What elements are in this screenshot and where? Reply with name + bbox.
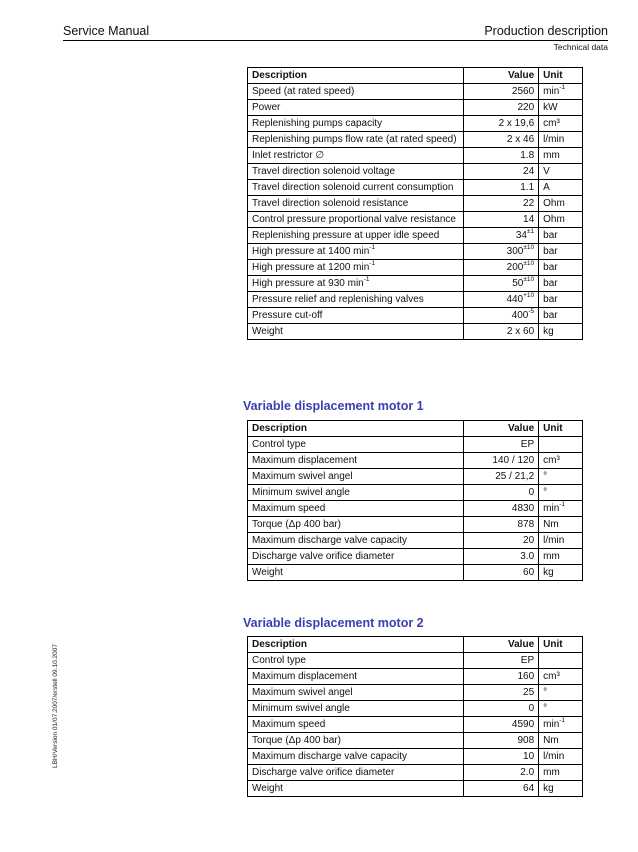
- unit-cell-text: Nm: [543, 735, 559, 746]
- description-cell: [248, 453, 464, 469]
- unit-cell-text: kg: [543, 326, 554, 337]
- value-cell: [463, 733, 538, 749]
- unit-cell-text: kg: [543, 567, 554, 578]
- unit-cell: [539, 549, 583, 565]
- description-cell-text: High pressure at 930 min: [252, 278, 364, 289]
- value-cell: [463, 228, 539, 244]
- table-row: [248, 308, 583, 324]
- description-cell-text: Speed (at rated speed): [252, 86, 355, 97]
- unit-cell-text: min: [543, 86, 560, 97]
- value-cell-text: 34: [515, 230, 527, 241]
- description-cell-text: Maximum displacement: [252, 455, 358, 466]
- value-cell: [463, 164, 539, 180]
- value-cell: [463, 765, 538, 781]
- unit-cell: [539, 84, 583, 100]
- description-cell-text: Inlet restrictor ∅: [252, 150, 325, 161]
- sidebar-version-text: LBH/Version 01/07.2007/erstell 09.10.2007: [52, 644, 59, 768]
- description-cell: [248, 565, 464, 581]
- value-cell-text: 14: [523, 214, 535, 225]
- value-cell: [463, 308, 539, 324]
- description-cell: [248, 308, 464, 324]
- column-header-description: Description: [248, 421, 464, 437]
- column-header-value: Value: [463, 421, 538, 437]
- table-header-row: [248, 421, 583, 437]
- value-cell-text: EP: [520, 655, 535, 666]
- column-header-description: Description: [248, 637, 464, 653]
- table-row: [248, 116, 583, 132]
- value-cell-text: 400: [511, 310, 529, 321]
- value-cell-text: 3.0: [520, 551, 535, 562]
- table-row: [248, 485, 583, 501]
- unit-cell: [539, 276, 583, 292]
- unit-cell: [539, 765, 583, 781]
- value-cell: [463, 453, 538, 469]
- description-cell: [248, 276, 464, 292]
- value-cell-text: 2 x 60: [506, 326, 535, 337]
- unit-cell-text: °: [543, 471, 548, 482]
- unit-cell: [539, 196, 583, 212]
- value-cell-text: 440: [506, 294, 524, 305]
- description-cell-text: Maximum speed: [252, 503, 326, 514]
- unit-cell: [539, 701, 583, 717]
- value-cell-text: 64: [523, 783, 535, 794]
- description-cell-text: Maximum displacement: [252, 671, 358, 682]
- description-cell-text: Power: [252, 102, 281, 113]
- description-cell: [248, 164, 464, 180]
- unit-cell-text: °: [543, 687, 548, 698]
- unit-cell-text: l/min: [543, 535, 565, 546]
- description-cell: [248, 228, 464, 244]
- table-row: [248, 292, 583, 308]
- pump-data-table: [247, 67, 583, 340]
- unit-cell-text: kW: [543, 102, 558, 113]
- description-cell: [248, 701, 464, 717]
- description-cell-text: Replenishing pumps flow rate (at rated speed): [252, 134, 457, 145]
- value-cell: [463, 437, 538, 453]
- description-cell-text: High pressure at 1200 min: [252, 262, 370, 273]
- table-row: [248, 164, 583, 180]
- column-header-unit: Unit: [539, 637, 583, 653]
- description-cell: [248, 685, 464, 701]
- value-cell: [463, 781, 538, 797]
- table-row: [248, 324, 583, 340]
- description-cell: [248, 148, 464, 164]
- description-cell-text: High pressure at 1400 min: [252, 246, 370, 257]
- unit-cell-text: bar: [543, 246, 558, 257]
- value-cell-text: 2 x 19,6: [498, 118, 535, 129]
- unit-cell-text: °: [543, 487, 548, 498]
- description-cell-text: Weight: [252, 326, 283, 337]
- motor1-section-title: Variable displacement motor 1: [243, 399, 424, 413]
- unit-cell-text: cm³: [543, 455, 560, 466]
- description-cell-text: Minimum swivel angle: [252, 487, 350, 498]
- unit-cell: [539, 148, 583, 164]
- table-row: [248, 533, 583, 549]
- unit-cell-text: bar: [543, 230, 558, 241]
- value-cell: [463, 212, 539, 228]
- description-cell-text: Weight: [252, 783, 283, 794]
- value-cell: [463, 100, 539, 116]
- table-row: [248, 132, 583, 148]
- description-cell: [248, 469, 464, 485]
- value-cell: [463, 685, 538, 701]
- unit-cell-text: mm: [543, 767, 560, 778]
- unit-cell: [539, 485, 583, 501]
- value-cell-text: 160: [517, 671, 535, 682]
- value-cell-text: 24: [523, 166, 535, 177]
- table-row: [248, 212, 583, 228]
- unit-cell: [539, 100, 583, 116]
- description-cell-superscript: -1: [369, 244, 376, 251]
- unit-cell-text: mm: [543, 551, 560, 562]
- description-cell: [248, 749, 464, 765]
- unit-cell: [539, 749, 583, 765]
- table-row: [248, 669, 583, 685]
- description-cell: [248, 84, 464, 100]
- description-cell-text: Torque (Δp 400 bar): [252, 735, 341, 746]
- description-cell-text: Replenishing pressure at upper idle speed: [252, 230, 440, 241]
- description-cell: [248, 324, 464, 340]
- unit-cell-text: V: [543, 166, 550, 177]
- table-row: [248, 244, 583, 260]
- description-cell-text: Torque (Δp 400 bar): [252, 519, 341, 530]
- value-cell: [463, 132, 539, 148]
- value-cell: [463, 653, 538, 669]
- unit-cell: [539, 501, 583, 517]
- table-row: [248, 701, 583, 717]
- value-cell-text: 908: [517, 735, 535, 746]
- value-cell-text: 50: [512, 278, 524, 289]
- description-cell: [248, 116, 464, 132]
- value-cell: [463, 324, 539, 340]
- unit-cell: [539, 116, 583, 132]
- description-cell-text: Maximum discharge valve capacity: [252, 535, 408, 546]
- unit-cell: [539, 733, 583, 749]
- value-cell-text: 140 / 120: [492, 455, 535, 466]
- header-right-title: Production description: [484, 24, 608, 38]
- unit-cell-text: kg: [543, 783, 554, 794]
- value-cell-text: 2.0: [520, 767, 535, 778]
- table-row: [248, 196, 583, 212]
- unit-cell-text: cm³: [543, 118, 560, 129]
- value-cell-text: 4590: [511, 719, 535, 730]
- unit-cell-text: l/min: [543, 134, 565, 145]
- unit-cell-text: bar: [543, 310, 558, 321]
- value-cell: [463, 292, 539, 308]
- unit-cell: [539, 453, 583, 469]
- table-row: [248, 501, 583, 517]
- value-cell: [463, 549, 538, 565]
- description-cell-text: Discharge valve orifice diameter: [252, 767, 395, 778]
- description-cell: [248, 132, 464, 148]
- unit-cell: [539, 308, 583, 324]
- table-row: [248, 180, 583, 196]
- motor2-section-title: Variable displacement motor 2: [243, 616, 424, 630]
- value-cell-text: 300: [506, 246, 524, 257]
- description-cell: [248, 533, 464, 549]
- unit-cell-text: bar: [543, 294, 558, 305]
- value-cell: [463, 84, 539, 100]
- value-cell-text: 4830: [511, 503, 535, 514]
- value-cell-text: 1.1: [520, 182, 535, 193]
- unit-cell-superscript: -1: [559, 717, 566, 724]
- header-divider: [63, 40, 608, 41]
- value-cell: [463, 565, 538, 581]
- unit-cell: [539, 781, 583, 797]
- table-row: [248, 228, 583, 244]
- unit-cell: [539, 533, 583, 549]
- description-cell-text: Control type: [252, 655, 306, 666]
- value-cell-superscript: ±1: [526, 228, 535, 235]
- value-cell: [463, 148, 539, 164]
- table-row: [248, 276, 583, 292]
- description-cell-text: Travel direction solenoid current consumption: [252, 182, 454, 193]
- unit-cell-superscript: -1: [559, 501, 566, 508]
- description-cell: [248, 781, 464, 797]
- table-row: [248, 733, 583, 749]
- table-row: [248, 653, 583, 669]
- value-cell-superscript: ±10: [523, 260, 535, 267]
- value-cell-text: 10: [523, 751, 535, 762]
- value-cell-text: 220: [517, 102, 535, 113]
- description-cell: [248, 653, 464, 669]
- description-cell-text: Replenishing pumps capacity: [252, 118, 383, 129]
- description-cell-text: Weight: [252, 567, 283, 578]
- value-cell-text: 20: [523, 535, 535, 546]
- description-cell: [248, 292, 464, 308]
- unit-cell-text: cm³: [543, 671, 560, 682]
- table-row: [248, 260, 583, 276]
- value-cell: [463, 260, 539, 276]
- value-cell-text: EP: [520, 439, 535, 450]
- column-header-value: Value: [463, 68, 539, 84]
- unit-cell: [539, 292, 583, 308]
- value-cell: [463, 533, 538, 549]
- value-cell: [463, 469, 538, 485]
- unit-cell: [539, 717, 583, 733]
- value-cell-text: 1.8: [520, 150, 535, 161]
- unit-cell-text: °: [543, 703, 548, 714]
- description-cell: [248, 501, 464, 517]
- value-cell-text: 25: [523, 687, 535, 698]
- unit-cell: [539, 260, 583, 276]
- description-cell-text: Maximum swivel angel: [252, 687, 353, 698]
- description-cell-text: Control pressure proportional valve resistance: [252, 214, 456, 225]
- column-header-description: Description: [248, 68, 464, 84]
- value-cell: [463, 485, 538, 501]
- value-cell: [463, 501, 538, 517]
- unit-cell-text: Ohm: [543, 198, 565, 209]
- table-header-row: [248, 68, 583, 84]
- unit-cell-text: A: [543, 182, 550, 193]
- unit-cell-text: min: [543, 719, 560, 730]
- description-cell: [248, 765, 464, 781]
- description-cell-text: Maximum swivel angel: [252, 471, 353, 482]
- value-cell: [463, 180, 539, 196]
- table-row: [248, 565, 583, 581]
- unit-cell: [539, 685, 583, 701]
- value-cell: [463, 116, 539, 132]
- value-cell-text: 22: [523, 198, 535, 209]
- description-cell: [248, 669, 464, 685]
- unit-cell: [539, 565, 583, 581]
- description-cell: [248, 212, 464, 228]
- value-cell: [463, 244, 539, 260]
- unit-cell: [539, 132, 583, 148]
- description-cell: [248, 717, 464, 733]
- description-cell-text: Minimum swivel angle: [252, 703, 350, 714]
- unit-cell-text: Nm: [543, 519, 559, 530]
- unit-cell: [539, 437, 583, 453]
- value-cell-text: 0: [528, 487, 535, 498]
- value-cell-superscript: +10: [523, 292, 535, 299]
- header-left-title: Service Manual: [63, 24, 150, 38]
- column-header-value: Value: [463, 637, 538, 653]
- unit-cell: [539, 164, 583, 180]
- table-row: [248, 453, 583, 469]
- value-cell-text: 2560: [511, 86, 535, 97]
- value-cell: [463, 749, 538, 765]
- unit-cell: [539, 324, 583, 340]
- description-cell: [248, 437, 464, 453]
- value-cell-text: 0: [528, 703, 535, 714]
- value-cell-text: 878: [517, 519, 535, 530]
- value-cell-superscript: ±10: [523, 244, 535, 251]
- unit-cell: [539, 244, 583, 260]
- unit-cell: [539, 517, 583, 533]
- value-cell-text: 200: [506, 262, 524, 273]
- table-row: [248, 765, 583, 781]
- table-row: [248, 469, 583, 485]
- value-cell-text: 60: [523, 567, 535, 578]
- description-cell-text: Maximum discharge valve capacity: [252, 751, 408, 762]
- unit-cell-text: Ohm: [543, 214, 565, 225]
- table-row: [248, 549, 583, 565]
- value-cell: [463, 517, 538, 533]
- unit-cell: [539, 228, 583, 244]
- description-cell-text: Control type: [252, 439, 306, 450]
- column-header-unit: Unit: [539, 68, 583, 84]
- table-row: [248, 717, 583, 733]
- table-header-row: [248, 637, 583, 653]
- table-row: [248, 84, 583, 100]
- value-cell: [463, 196, 539, 212]
- description-cell: [248, 517, 464, 533]
- description-cell-text: Maximum speed: [252, 719, 326, 730]
- unit-cell-text: bar: [543, 278, 558, 289]
- value-cell: [463, 669, 538, 685]
- unit-cell: [539, 180, 583, 196]
- description-cell-superscript: -1: [363, 276, 370, 283]
- table-row: [248, 148, 583, 164]
- unit-cell: [539, 653, 583, 669]
- value-cell: [463, 701, 538, 717]
- motor2-data-table: [247, 636, 583, 797]
- unit-cell-text: mm: [543, 150, 560, 161]
- description-cell-text: Discharge valve orifice diameter: [252, 551, 395, 562]
- table-row: [248, 100, 583, 116]
- description-cell: [248, 260, 464, 276]
- table-row: [248, 517, 583, 533]
- value-cell-superscript: ±10: [523, 276, 535, 283]
- description-cell: [248, 244, 464, 260]
- description-cell: [248, 180, 464, 196]
- motor1-data-table: [247, 420, 583, 581]
- table-row: [248, 437, 583, 453]
- description-cell: [248, 485, 464, 501]
- unit-cell-superscript: -1: [559, 84, 566, 91]
- unit-cell-text: l/min: [543, 751, 565, 762]
- description-cell: [248, 549, 464, 565]
- value-cell-superscript: -5: [528, 308, 535, 315]
- header-subtitle: Technical data: [553, 42, 608, 52]
- unit-cell-text: min: [543, 503, 560, 514]
- description-cell: [248, 733, 464, 749]
- value-cell: [463, 276, 539, 292]
- value-cell-text: 2 x 46: [506, 134, 535, 145]
- table-row: [248, 749, 583, 765]
- description-cell-text: Pressure cut-off: [252, 310, 323, 321]
- description-cell-superscript: -1: [369, 260, 376, 267]
- unit-cell: [539, 669, 583, 685]
- description-cell-text: Pressure relief and replenishing valves: [252, 294, 424, 305]
- table-row: [248, 685, 583, 701]
- unit-cell: [539, 212, 583, 228]
- description-cell: [248, 100, 464, 116]
- table-row: [248, 781, 583, 797]
- value-cell-text: 25 / 21,2: [495, 471, 535, 482]
- value-cell: [463, 717, 538, 733]
- column-header-unit: Unit: [539, 421, 583, 437]
- description-cell-text: Travel direction solenoid resistance: [252, 198, 409, 209]
- unit-cell-text: bar: [543, 262, 558, 273]
- description-cell: [248, 196, 464, 212]
- description-cell-text: Travel direction solenoid voltage: [252, 166, 396, 177]
- unit-cell: [539, 469, 583, 485]
